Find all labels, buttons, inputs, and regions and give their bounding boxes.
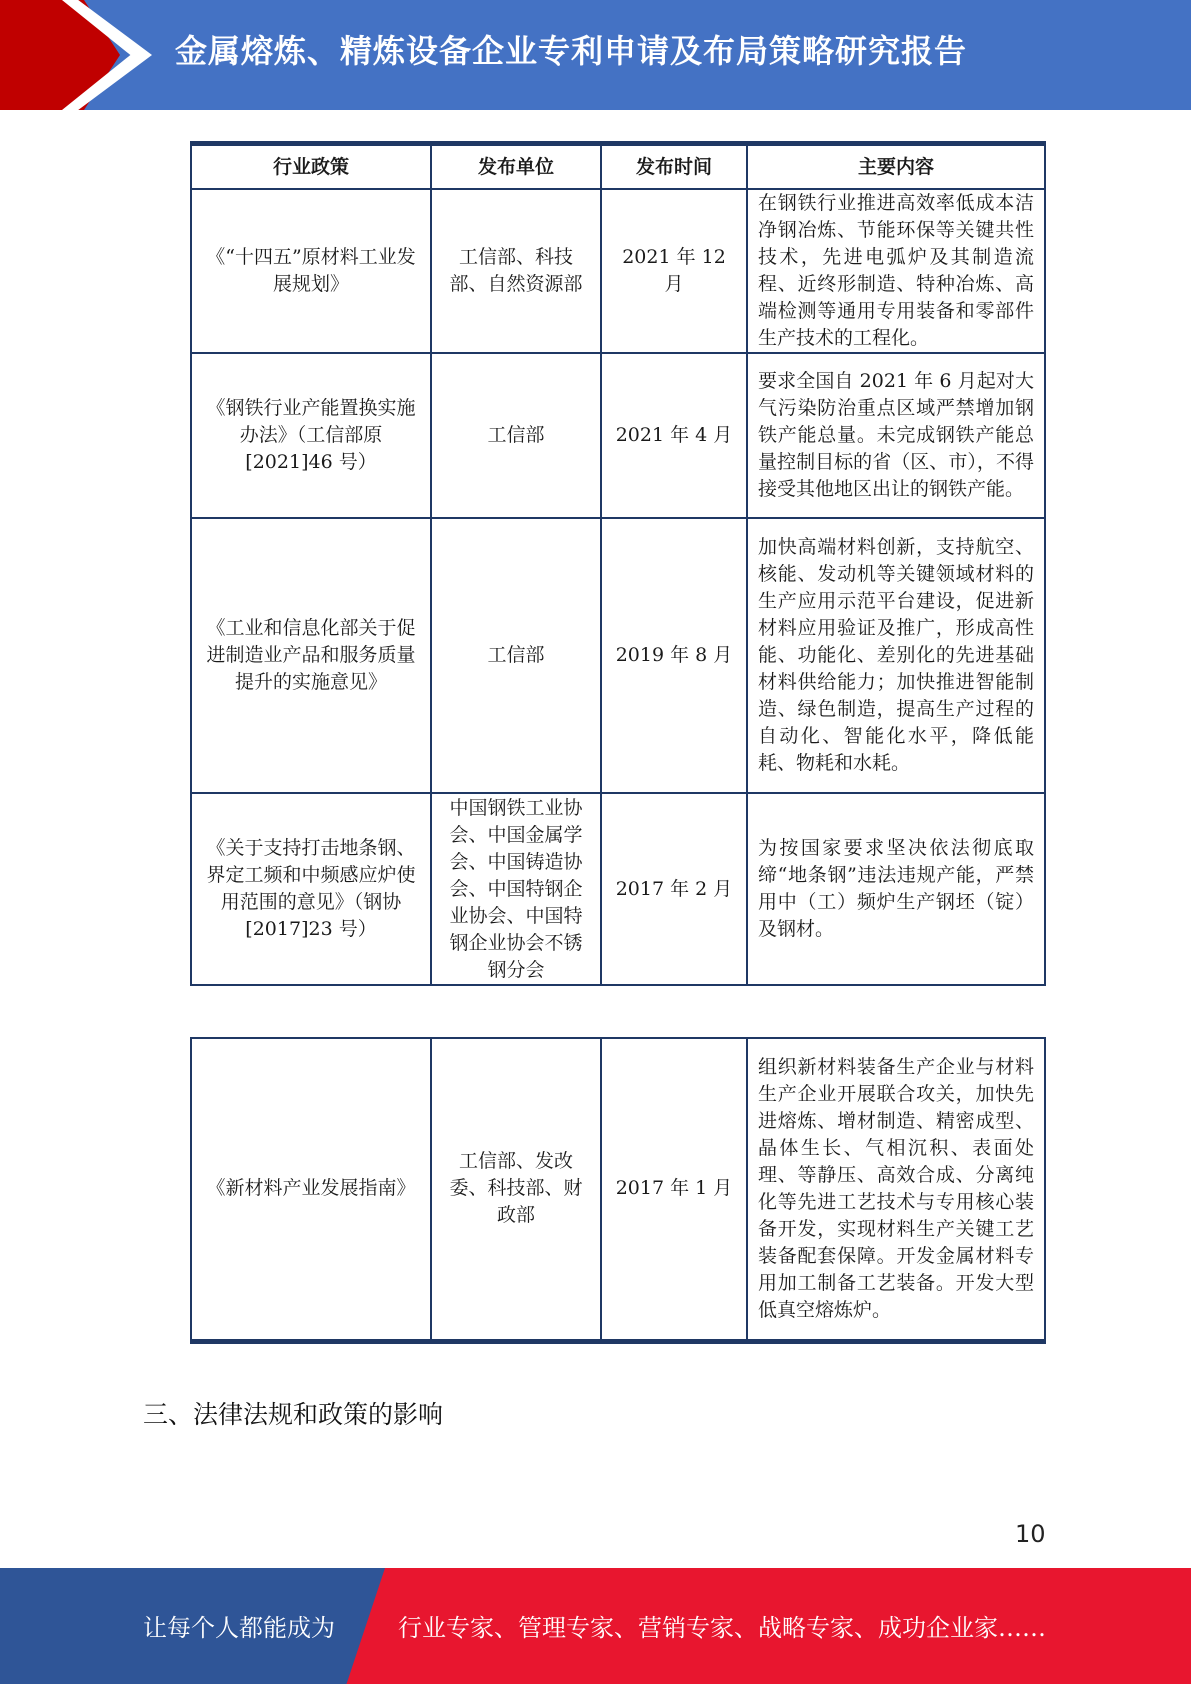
- policy-content: 组织新材料装备生产企业与材料生产企业开展联合攻关，加快先进熔炼、增材制造、精密成型、晶体生长、气相沉积、表面处理、等静压、高效合成、分离纯化等先进工艺技术与专用核心装备开发，实现材料生产关键工艺装备配套保障。开发金属材料专用加工制备工艺装备。开发大型低真空熔炼炉。: [747, 1038, 1045, 1341]
- table-row: [191, 1038, 1045, 1341]
- footer-slogan-left: 让每个人都能成为: [143, 1614, 335, 1642]
- column-header: 发布时间: [601, 144, 747, 190]
- publisher: 工信部、发改委、科技部、财政部: [431, 1038, 601, 1341]
- report-title: 金属熔炼、精炼设备企业专利申请及布局策略研究报告: [175, 32, 968, 70]
- page-footer: [0, 1568, 1191, 1684]
- column-header: 行业政策: [191, 144, 431, 190]
- publisher: 工信部、科技部、自然资源部: [431, 189, 601, 353]
- policy-content: 为按国家要求坚决依法彻底取缔“地条钢”违法违规产能，严禁用中（工）频炉生产钢坯（锭）及钢材。: [747, 793, 1045, 985]
- policy-table: [190, 141, 1046, 986]
- column-header: 发布单位: [431, 144, 601, 190]
- table-row: [191, 518, 1045, 793]
- table-row: [191, 189, 1045, 353]
- publish-date: 2021 年 4 月: [601, 353, 747, 518]
- publish-date: 2017 年 2 月: [601, 793, 747, 985]
- publish-date: 2021 年 12 月: [601, 189, 747, 353]
- policy-name: 《“十四五”原材料工业发展规划》: [191, 189, 431, 353]
- publish-date: 2017 年 1 月: [601, 1038, 747, 1341]
- section-heading: 三、法律法规和政策的影响: [143, 1400, 444, 1429]
- page-header: [0, 0, 1191, 110]
- policy-table-continued: [190, 1037, 1046, 1344]
- table-row: [191, 353, 1045, 518]
- publisher: 中国钢铁工业协会、中国金属学会、中国铸造协会、中国特钢企业协会、中国特钢企业协会不锈钢分会: [431, 793, 601, 985]
- table-header-row: [191, 144, 1045, 190]
- policy-content: 要求全国自 2021 年 6 月起对大气污染防治重点区域严禁增加钢铁产能总量。未完成钢铁产能总量控制目标的省（区、市），不得接受其他地区出让的钢铁产能。: [747, 353, 1045, 518]
- policy-name: 《钢铁行业产能置换实施办法》（工信部原[2021]46 号）: [191, 353, 431, 518]
- publisher: 工信部: [431, 518, 601, 793]
- policy-name: 《新材料产业发展指南》: [191, 1038, 431, 1341]
- policy-name: 《工业和信息化部关于促进制造业产品和服务质量提升的实施意见》: [191, 518, 431, 793]
- policy-content: 加快高端材料创新，支持航空、核能、发动机等关键领域材料的生产应用示范平台建设，促进新材料应用验证及推广，形成高性能、功能化、差别化的先进基础材料供给能力；加快推进智能制造、绿色制造，提高生产过程的自动化、智能化水平，降低能耗、物耗和水耗。: [747, 518, 1045, 793]
- policy-content: 在钢铁行业推进高效率低成本洁净钢冶炼、节能环保等关键共性技术，先进电弧炉及其制造流程、近终形制造、特种冶炼、高端检测等通用专用装备和零部件生产技术的工程化。: [747, 189, 1045, 353]
- header-red-arrow: [0, 0, 120, 110]
- publish-date: 2019 年 8 月: [601, 518, 747, 793]
- column-header: 主要内容: [747, 144, 1045, 190]
- page-number: 10: [1015, 1520, 1046, 1548]
- table-row: [191, 793, 1045, 985]
- policy-name: 《关于支持打击地条钢、界定工频和中频感应炉使用范围的意见》（钢协[2017]23 号）: [191, 793, 431, 985]
- publisher: 工信部: [431, 353, 601, 518]
- footer-slogan-right: 行业专家、管理专家、营销专家、战略专家、成功企业家……: [398, 1614, 1046, 1642]
